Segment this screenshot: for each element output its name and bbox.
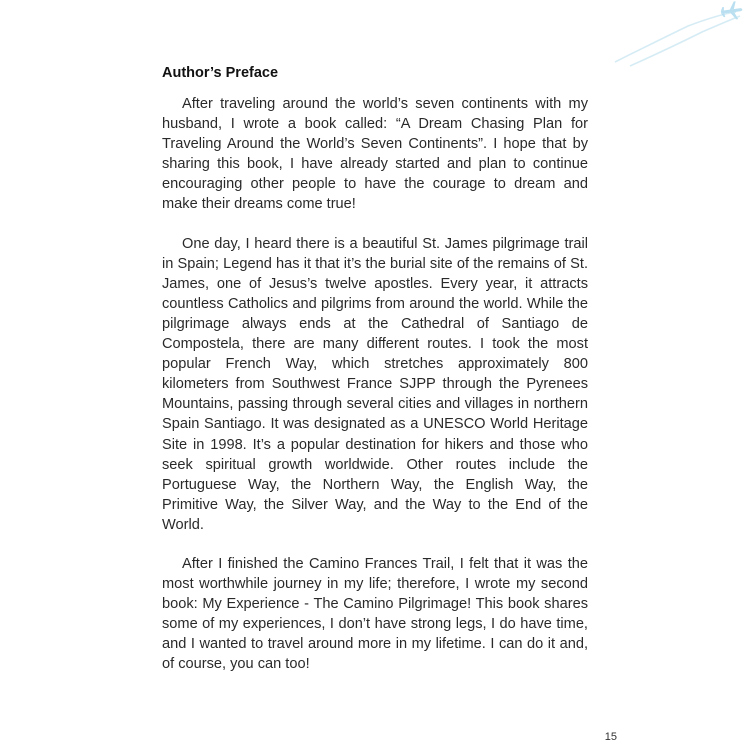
preface-paragraph-3: After I finished the Camino Frances Trail, I felt that it was the most worthwhile journey in my life; therefore, I wrote my second book: My Experience - The Camino Pilgrimage! This book shares some of my experiences, I don’t have strong legs, I do have time, and I wanted to travel around more in my lifetime. I can do it and, of course, you can too! [162, 555, 588, 673]
airplane-icon [720, 0, 744, 21]
flight-trail-line [615, 12, 736, 62]
preface-content [162, 58, 588, 675]
flight-trail-line [630, 16, 740, 66]
page-number: 15 [604, 731, 617, 743]
section-heading: Author’s Preface [162, 65, 279, 81]
preface-paragraph-2: One day, I heard there is a beautiful St. James pilgrimage trail in Spain; Legend has it that it’s the burial site of the remains of St. James, one of Jesus’s twelve apostles. Every year, it attracts countless Catholics and pilgrims from around the world. While the pilgrimage always ends at the Cathedral of Santiago de Compostela, there are many different routes. I took the most popular French Way, which stretches approximately 800 kilometers from Southwest France SJPP through the Pyrenees Mountains, passing through several cities and villages in northern Spain Santiago. It was designated as a UNESCO World Heritage Site in 1998. It’s a popular destination for hikers and those who seek spiritual growth worldwide. Other routes include the Portuguese Way, the Northern Way, the English Way, the Primitive Way, the Silver Way, and the Way to the End of the World. [162, 235, 588, 533]
preface-paragraph-1: After traveling around the world’s seven continents with my husband, I wrote a book called: “A Dream Chasing Plan for Traveling Around the World’s Seven Continents”. I hope that by sharing this book, I have already started and plan to continue encouraging other people to have the courage to dream and make their dreams come true! [162, 96, 588, 213]
